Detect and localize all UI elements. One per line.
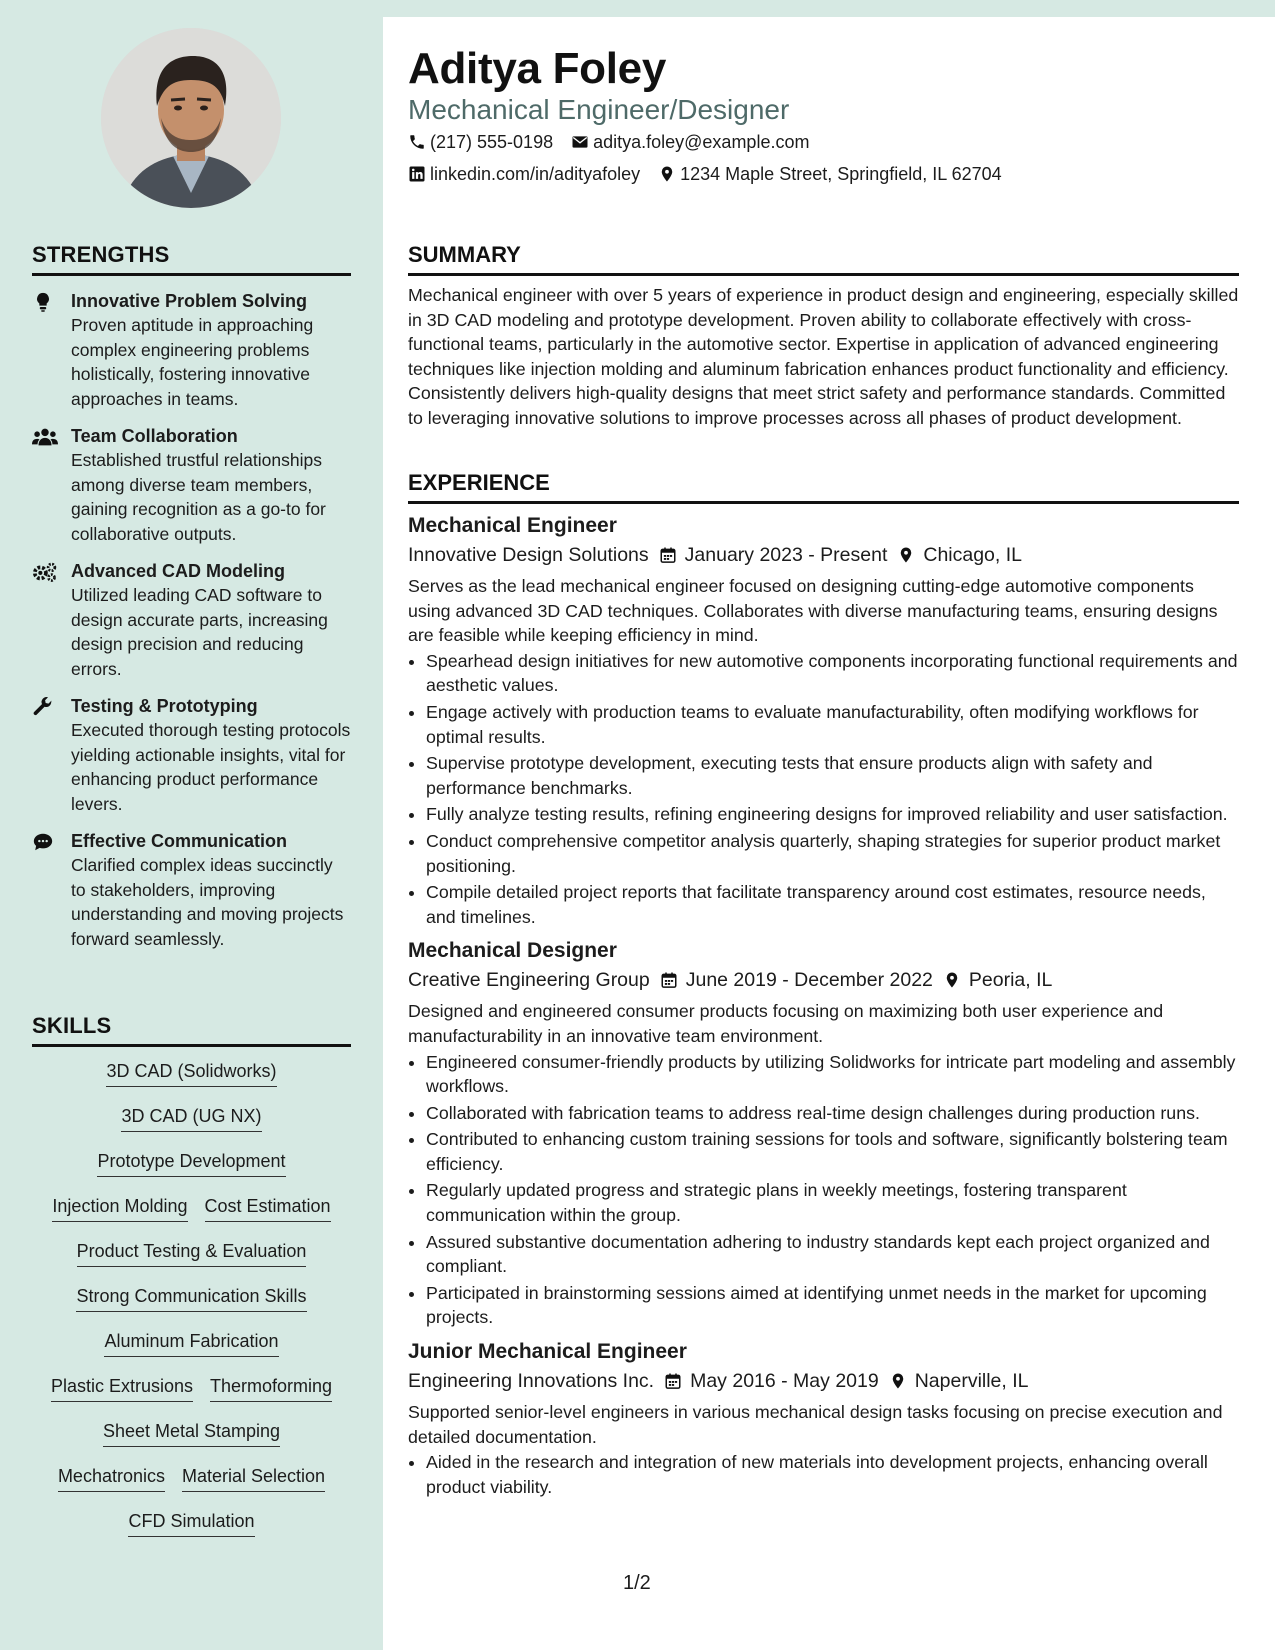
skill-tag: Cost Estimation — [205, 1194, 331, 1222]
skills-list — [32, 1059, 351, 1554]
experience-section — [408, 470, 1239, 1501]
job-description: Serves as the lead mechanical engineer focused on designing cutting-edge automotive components using advanced 3D CAD techniques. Collaborates with diverse manufacturing teams, ensuring designs are feasible while keeping efficiency in mind. — [408, 576, 1218, 646]
job-bullet: • Fully analyze testing results, refining engineering designs for improved reliability and user satisfaction. — [426, 802, 1239, 827]
job-description: Supported senior-level engineers in various mechanical design tasks focusing on precise execution and detailed documentation. — [408, 1402, 1223, 1447]
email-contact[interactable] — [571, 132, 809, 153]
linkedin-text: linkedin.com/in/adityafoley — [430, 163, 641, 184]
gears-icon — [32, 561, 56, 583]
strength-item — [32, 424, 351, 546]
contact-row — [408, 158, 1239, 190]
job-bullet: • Assured substantive documentation adhering to industry standards kept each project organized and compliant. — [426, 1230, 1239, 1279]
skills-section — [32, 1013, 351, 1554]
wrench-icon — [32, 696, 56, 718]
strength-item — [32, 829, 351, 951]
top-band — [0, 0, 1275, 17]
strength-description: Proven aptitude in approaching complex engineering problems holistically, fostering innovative approaches in teams. — [71, 315, 314, 409]
skill-tag: Sheet Metal Stamping — [103, 1419, 280, 1447]
strength-item — [32, 289, 351, 411]
job-title: Mechanical Engineer — [408, 514, 617, 537]
strength-title: Advanced CAD Modeling — [71, 561, 286, 581]
chat-icon — [32, 831, 56, 853]
location-pin-icon — [897, 546, 915, 564]
summary-section — [408, 242, 1239, 431]
skill-tag: Injection Molding — [52, 1194, 187, 1222]
job-bullet: • Regularly updated progress and strategic plans in weekly meetings, fostering transparent communication within the group. — [426, 1178, 1239, 1227]
strength-title: Team Collaboration — [71, 426, 238, 446]
phone-contact[interactable] — [408, 132, 553, 153]
calendar-icon — [660, 971, 678, 989]
skill-tag: CFD Simulation — [128, 1509, 254, 1537]
job-bullets — [408, 1450, 1239, 1499]
strength-title: Innovative Problem Solving — [71, 291, 308, 311]
calendar-icon — [664, 1372, 682, 1390]
job-meta — [408, 1366, 1239, 1396]
skills-heading: SKILLS — [32, 1013, 351, 1047]
job-bullet: • Collaborated with fabrication teams to address real-time design challenges during production runs. — [426, 1101, 1239, 1126]
skill-tag: Product Testing & Evaluation — [77, 1239, 307, 1267]
email-icon — [571, 133, 589, 151]
skill-tag: Plastic Extrusions — [51, 1374, 193, 1402]
linkedin-contact[interactable] — [408, 164, 640, 185]
phone-text: (217) 555-0198 — [430, 131, 554, 152]
location-pin-icon — [943, 971, 961, 989]
strengths-heading: STRENGTHS — [32, 242, 351, 276]
address-text: 1234 Maple Street, Springfield, IL 62704 — [680, 163, 1002, 184]
strength-description: Clarified complex ideas succinctly to stakeholders, improving understanding and moving projects forward seamlessly. — [71, 855, 344, 949]
company-name: Creative Engineering Group — [408, 969, 650, 992]
phone-icon — [408, 133, 426, 151]
job-dates: May 2016 - May 2019 — [690, 1370, 879, 1393]
strength-item — [32, 694, 351, 816]
strength-item — [32, 559, 351, 681]
page-number: 1/2 — [623, 1572, 651, 1594]
job-meta — [408, 540, 1239, 570]
strength-title: Effective Communication — [71, 831, 288, 851]
strength-description: Executed thorough testing protocols yielding actionable insights, vital for enhancing product performance levers. — [71, 720, 351, 814]
strength-description: Established trustful relationships among diverse team members, gaining recognition as a go-to for collaborative outputs. — [71, 450, 326, 544]
profile-photo — [101, 28, 281, 208]
job-entry — [408, 512, 1239, 929]
summary-heading: SUMMARY — [408, 242, 1239, 276]
company-name: Innovative Design Solutions — [408, 544, 649, 566]
job-dates: January 2023 - Present — [684, 544, 888, 566]
job-bullet: • Conduct comprehensive competitor analysis quarterly, shaping strategies for superior product market positioning. — [426, 829, 1239, 878]
skill-tag: Prototype Development — [97, 1149, 285, 1177]
job-location: Chicago, IL — [923, 544, 1023, 566]
job-dates: June 2019 - December 2022 — [685, 969, 933, 992]
strengths-section — [32, 242, 351, 951]
job-bullets — [408, 1050, 1239, 1331]
skill-tag: Thermoforming — [210, 1374, 332, 1402]
users-icon — [32, 426, 56, 448]
strength-description: Utilized leading CAD software to design accurate parts, increasing design precision and reducing errors. — [71, 585, 328, 679]
skill-tag: Mechatronics — [58, 1464, 165, 1492]
job-bullet: • Engage actively with production teams to evaluate manufacturability, often modifying workflows for optimal results. — [426, 700, 1239, 749]
skill-tag: Material Selection — [182, 1464, 325, 1492]
job-bullet: • Contributed to enhancing custom training sessions for tools and software, significantly bolstering team efficiency. — [426, 1127, 1239, 1176]
lightbulb-icon — [32, 291, 56, 313]
job-entry — [408, 1338, 1239, 1499]
strength-title: Testing & Prototyping — [71, 696, 258, 716]
job-location: Naperville, IL — [914, 1370, 1029, 1393]
job-description: Designed and engineered consumer products focusing on maximizing both user experience and manufacturability in an innovative team environment. — [408, 1001, 1164, 1046]
email-text: aditya.foley@example.com — [593, 131, 810, 152]
job-location: Peoria, IL — [968, 969, 1053, 992]
job-bullet: • Participated in brainstorming sessions aimed at identifying unmet needs in the market for upcoming projects. — [426, 1281, 1239, 1330]
job-title: Junior Mechanical Engineer — [408, 1340, 687, 1364]
contact-row — [408, 126, 1239, 158]
experience-heading: EXPERIENCE — [408, 470, 1239, 504]
job-bullets — [408, 649, 1239, 930]
job-entry — [408, 937, 1239, 1330]
resume-header — [408, 44, 1239, 190]
job-meta — [408, 965, 1239, 995]
address-contact — [658, 164, 1002, 185]
job-bullet: • Aided in the research and integration of new materials into development projects, enhancing overall product viability. — [426, 1450, 1239, 1499]
job-bullet: • Compile detailed project reports that facilitate transparency around cost estimates, resource needs, and timelines. — [426, 880, 1239, 929]
location-pin-icon — [658, 165, 676, 183]
calendar-icon — [659, 546, 677, 564]
skill-tag: 3D CAD (UG NX) — [121, 1104, 261, 1132]
skill-tag: Aluminum Fabrication — [104, 1329, 278, 1357]
job-bullet: • Engineered consumer-friendly products by utilizing Solidworks for intricate part modeling and assembly workflows. — [426, 1050, 1239, 1099]
job-title: Mechanical Designer — [408, 939, 617, 963]
company-name: Engineering Innovations Inc. — [408, 1370, 655, 1393]
job-bullet: • Spearhead design initiatives for new automotive components incorporating functional requirements and aesthetic values. — [426, 649, 1239, 698]
location-pin-icon — [889, 1372, 907, 1390]
candidate-name: Aditya Foley — [408, 44, 667, 93]
candidate-role: Mechanical Engineer/Designer — [408, 94, 790, 125]
skill-tag: Strong Communication Skills — [76, 1284, 306, 1312]
job-bullet: • Supervise prototype development, executing tests that ensure products align with safety and performance benchmarks. — [426, 751, 1239, 800]
linkedin-icon — [408, 165, 426, 183]
summary-text: Mechanical engineer with over 5 years of experience in product design and engineering, especially skilled in 3D CAD modeling and prototype development. Proven ability to collaborate effectively with cross-functional teams, particularly in the automotive sector. Expertise in application of advanced engineering techniques like injection molding and aluminum fabrication enhances product functionality and efficiency. Consistently delivers high-quality designs that meet strict safety and performance standards. Committed to leveraging innovative solutions to improve processes across all phases of product development. — [408, 285, 1239, 428]
skill-tag: 3D CAD (Solidworks) — [106, 1059, 276, 1087]
